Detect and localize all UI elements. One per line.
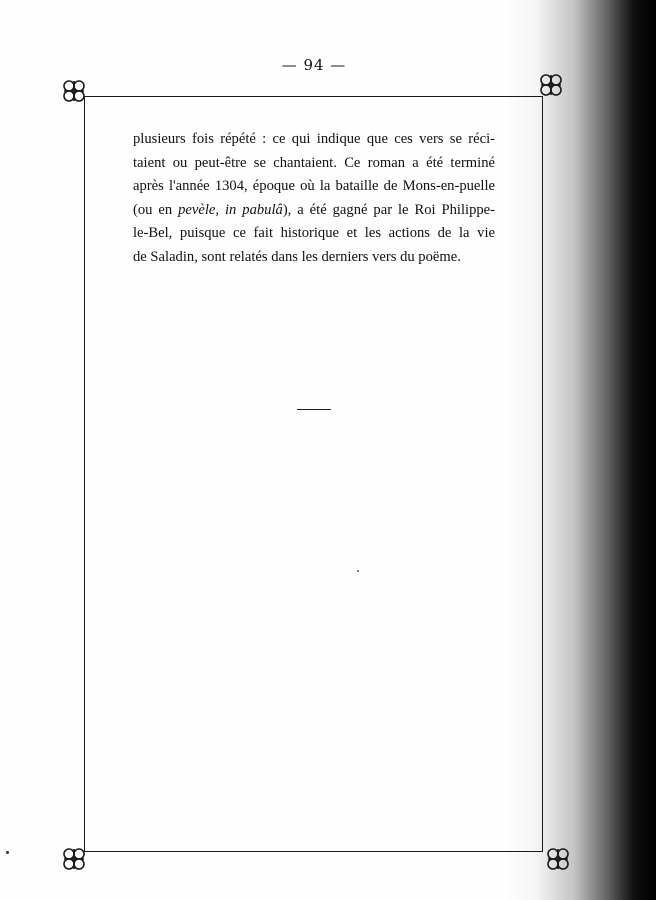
corner-ornament-icon xyxy=(545,846,571,872)
text-line: de Saladin, sont relatés dans les derniers vers du poëme. xyxy=(133,248,461,265)
scan-speck xyxy=(6,851,9,854)
section-separator xyxy=(297,409,331,410)
text-line: après l'année 1304, époque où la bataille de Mons-en-puelle xyxy=(133,178,495,194)
text-run: ), a été gagné par le Roi Philippe- xyxy=(282,201,495,218)
corner-ornament-icon xyxy=(61,78,87,104)
text-line: le-Bel, puisque ce fait historique et les actions de la vie xyxy=(133,225,495,241)
body-text xyxy=(133,128,495,269)
page-number: — 94 — xyxy=(281,56,347,74)
text-line xyxy=(133,199,495,223)
text-line: plusieurs fois répété : ce qui indique que ces vers se réci- xyxy=(133,131,495,147)
italic-text-run: pevèle, in pabulâ xyxy=(178,201,283,218)
corner-ornament-icon xyxy=(61,846,87,872)
scan-speck xyxy=(357,570,359,572)
text-line: taient ou peut-être se chantaient. Ce roman a été terminé xyxy=(133,154,495,171)
corner-ornament-icon xyxy=(538,72,564,98)
text-run: (ou en xyxy=(133,201,179,218)
